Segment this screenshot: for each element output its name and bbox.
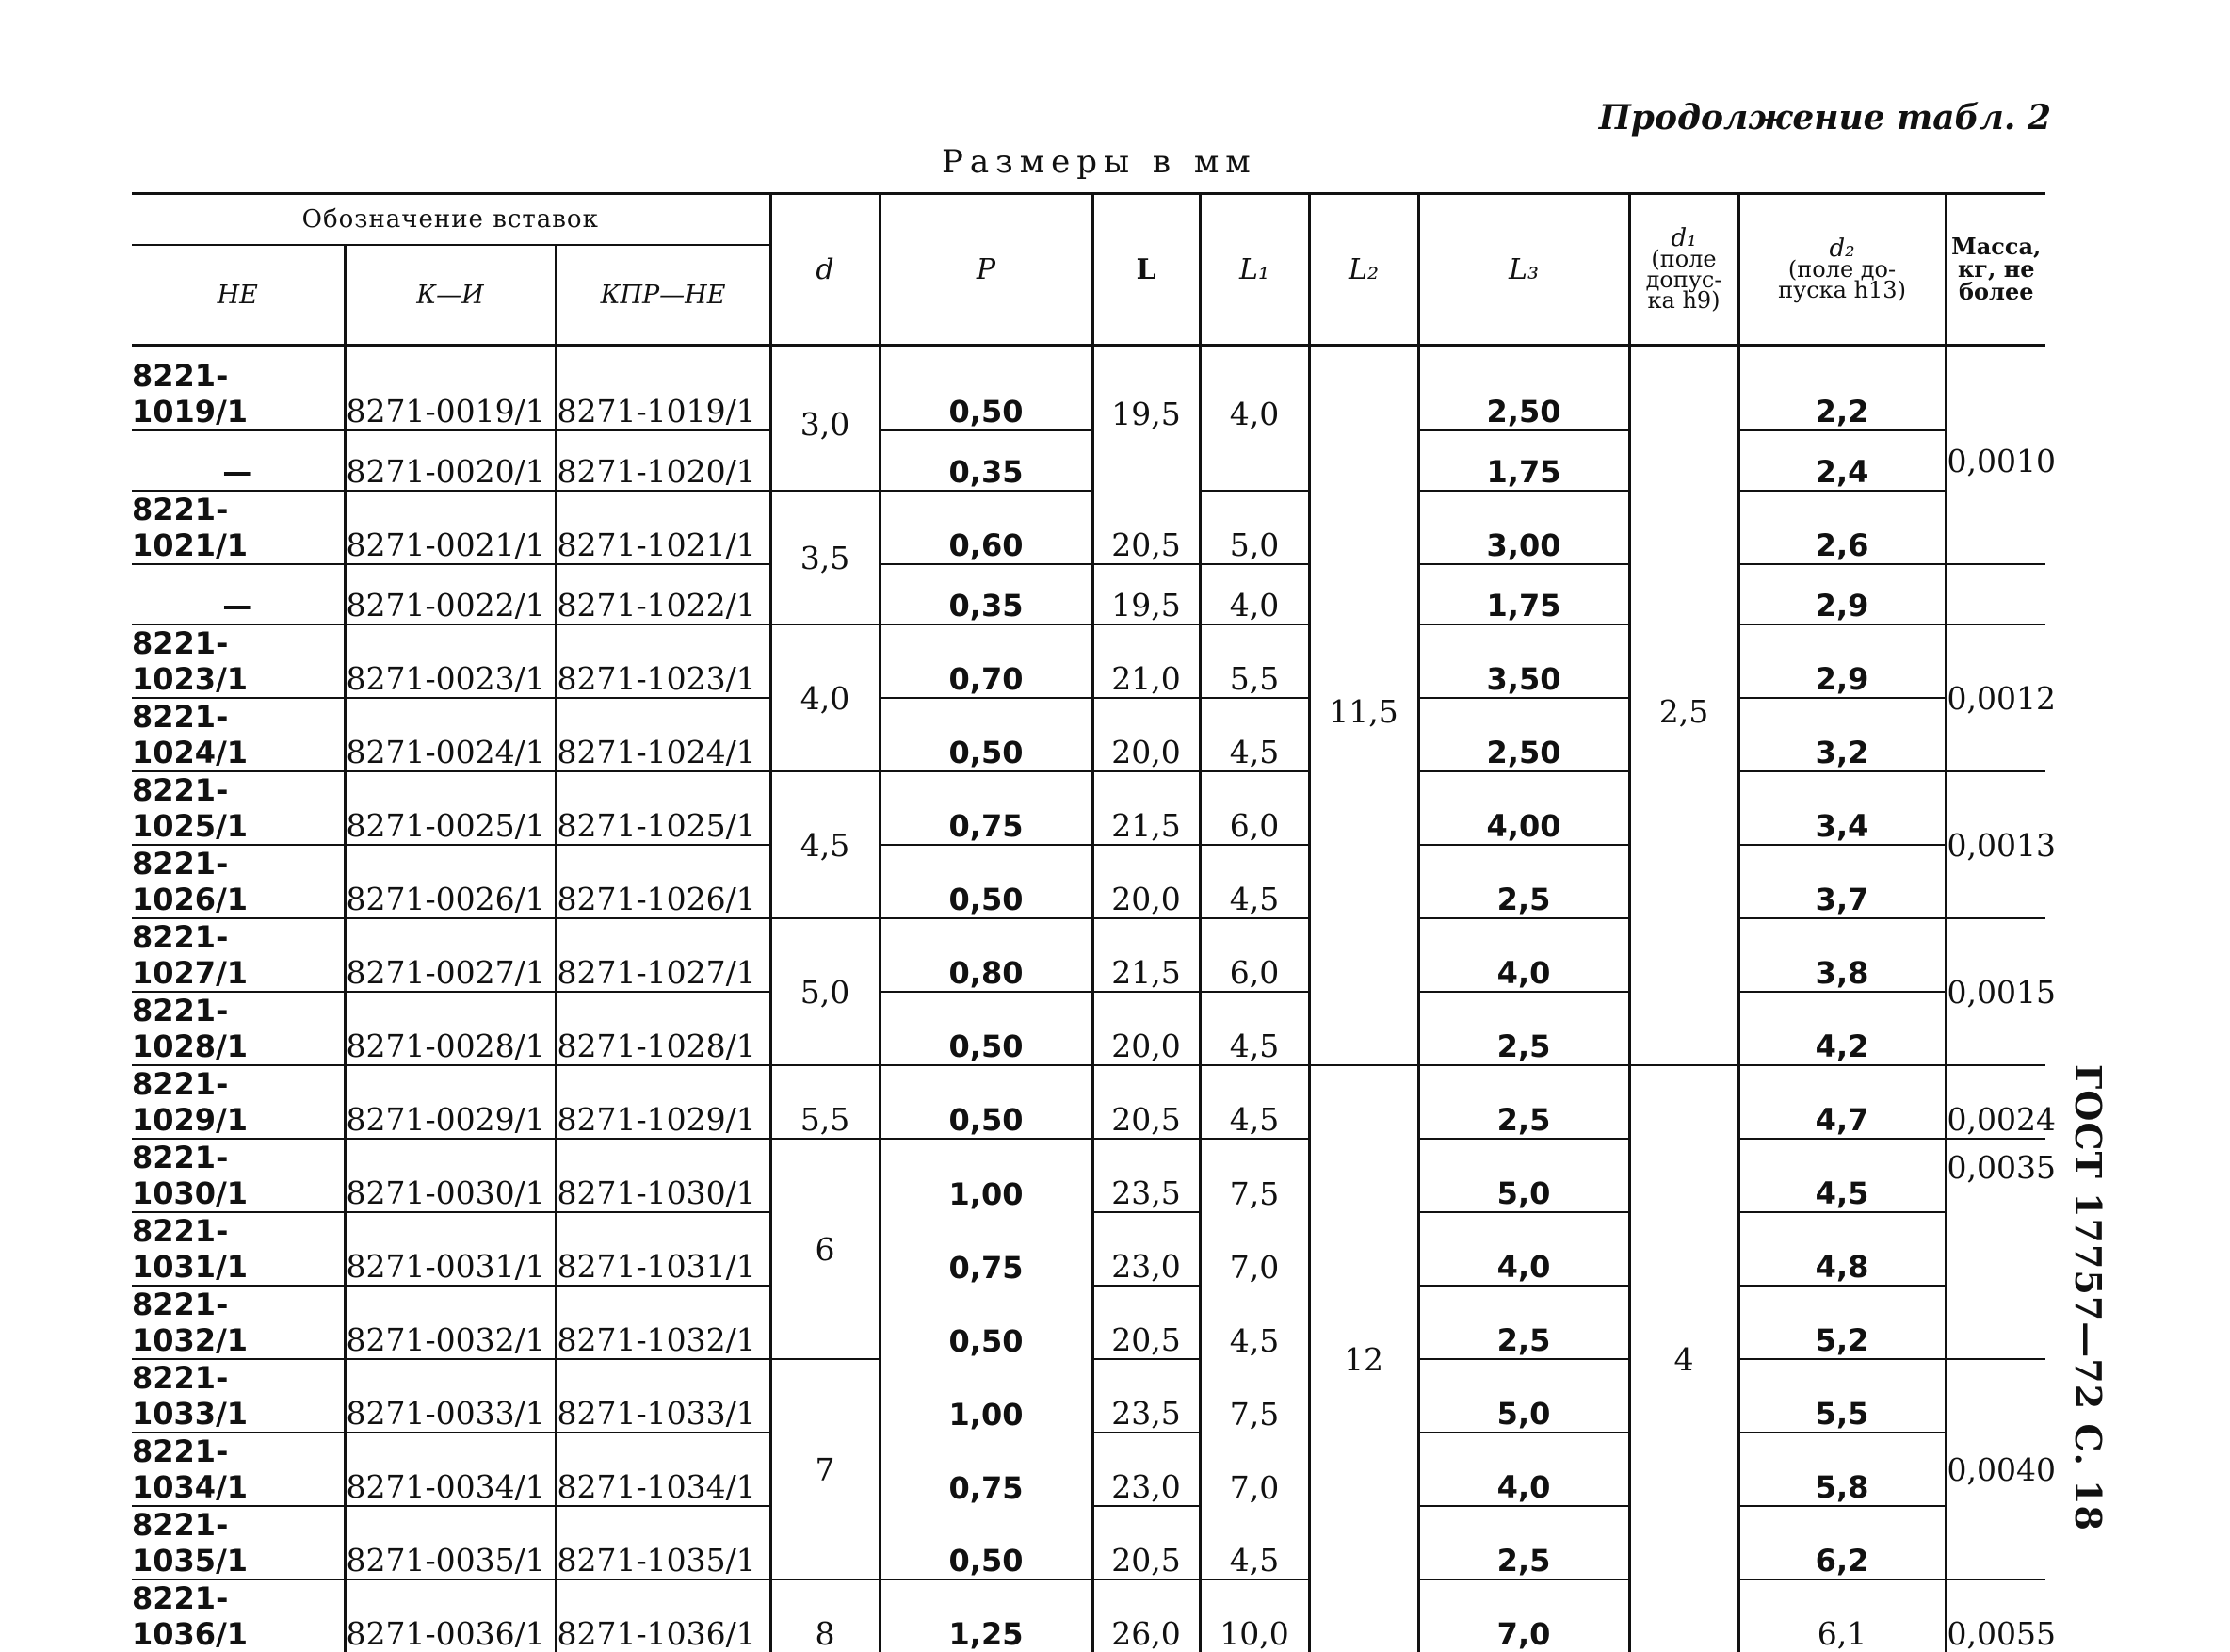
cell-p: 0,75 bbox=[880, 1433, 1092, 1506]
table-row bbox=[132, 771, 2045, 845]
cell-l1: 7,5 bbox=[1200, 1139, 1309, 1212]
table-row bbox=[132, 1579, 2045, 1652]
cell-d: 3,5 bbox=[770, 491, 880, 624]
cell-ki: 8271-0031/1 bbox=[345, 1212, 556, 1286]
cell-ki: 8271-0033/1 bbox=[345, 1359, 556, 1433]
col-p-header: P bbox=[880, 194, 1092, 346]
cell-l: 20,0 bbox=[1092, 845, 1200, 918]
cell-l1: 10,0 bbox=[1200, 1579, 1309, 1652]
table-row bbox=[132, 1433, 2045, 1506]
cell-ne: 8221-1033/1 bbox=[132, 1359, 345, 1433]
cell-kpr: 8271-1022/1 bbox=[556, 564, 770, 624]
cell-mass: 0,0055 bbox=[1946, 1579, 2045, 1652]
cell-l: 23,5 bbox=[1092, 1359, 1200, 1433]
document-code-label: ГОСТ 17757—72 С. 18 bbox=[2067, 1064, 2109, 1531]
cell-d2: 3,7 bbox=[1738, 845, 1946, 918]
cell-kpr: 8271-1024/1 bbox=[556, 698, 770, 771]
cell-d: 6 bbox=[770, 1139, 880, 1359]
cell-ki: 8271-0029/1 bbox=[345, 1065, 556, 1139]
cell-ne: 8221-1030/1 bbox=[132, 1139, 345, 1212]
cell-d2: 3,8 bbox=[1738, 918, 1946, 992]
cell-l1: 7,0 bbox=[1200, 1212, 1309, 1286]
cell-l3: 2,5 bbox=[1418, 845, 1629, 918]
cell-l3: 4,0 bbox=[1418, 918, 1629, 992]
cell-l1: 4,0 bbox=[1200, 358, 1309, 491]
cell-d2: 2,4 bbox=[1738, 430, 1946, 491]
col-d-header: d bbox=[770, 194, 880, 346]
cell-l3: 3,50 bbox=[1418, 624, 1629, 698]
cell-ne: 8221-1024/1 bbox=[132, 698, 345, 771]
cell-d2: 4,2 bbox=[1738, 992, 1946, 1065]
cell-ne: 8221-1019/1 bbox=[132, 358, 345, 430]
cell-ki: 8271-0030/1 bbox=[345, 1139, 556, 1212]
cell-ne: 8221-1031/1 bbox=[132, 1212, 345, 1286]
cell-kpr: 8271-1021/1 bbox=[556, 491, 770, 564]
cell-l3: 2,5 bbox=[1418, 992, 1629, 1065]
cell-l1: 4,5 bbox=[1200, 992, 1309, 1065]
cell-d2: 5,8 bbox=[1738, 1433, 1946, 1506]
cell-p: 0,50 bbox=[880, 845, 1092, 918]
cell-l2: 11,5 bbox=[1309, 358, 1418, 1065]
cell-kpr: 8271-1034/1 bbox=[556, 1433, 770, 1506]
cell-l1: 4,5 bbox=[1200, 1286, 1309, 1359]
cell-l: 26,0 bbox=[1092, 1579, 1200, 1652]
cell-ne: 8221-1029/1 bbox=[132, 1065, 345, 1139]
table-row bbox=[132, 918, 2045, 992]
sub-header-kpr: КПР—НЕ bbox=[556, 245, 770, 346]
cell-kpr: 8271-1029/1 bbox=[556, 1065, 770, 1139]
cell-mass: 0,0015 bbox=[1946, 918, 2045, 1065]
cell-p: 0,35 bbox=[880, 564, 1092, 624]
cell-l1: 4,5 bbox=[1200, 845, 1309, 918]
cell-kpr: 8271-1028/1 bbox=[556, 992, 770, 1065]
cell-ki: 8271-0022/1 bbox=[345, 564, 556, 624]
cell-p: 0,50 bbox=[880, 1065, 1092, 1139]
cell-l3: 4,0 bbox=[1418, 1212, 1629, 1286]
cell-ne: 8221-1026/1 bbox=[132, 845, 345, 918]
table-row bbox=[132, 1065, 2045, 1139]
cell-p: 0,70 bbox=[880, 624, 1092, 698]
cell-d: 5,5 bbox=[770, 1065, 880, 1139]
cell-l: 23,0 bbox=[1092, 1433, 1200, 1506]
cell-p: 0,50 bbox=[880, 1286, 1092, 1359]
cell-ki: 8271-0023/1 bbox=[345, 624, 556, 698]
dimensions-table bbox=[132, 192, 2056, 1652]
cell-ne: 8221-1028/1 bbox=[132, 992, 345, 1065]
cell-l: 20,5 bbox=[1092, 1506, 1200, 1579]
col-l3-header: L₃ bbox=[1418, 194, 1629, 346]
cell-ki: 8271-0028/1 bbox=[345, 992, 556, 1065]
cell-ki: 8271-0019/1 bbox=[345, 358, 556, 430]
cell-ki: 8271-0034/1 bbox=[345, 1433, 556, 1506]
cell-mass: 0,0012 bbox=[1946, 624, 2045, 771]
cell-l: 20,0 bbox=[1092, 698, 1200, 771]
cell-l: 19,5 bbox=[1092, 564, 1200, 624]
cell-kpr: 8271-1035/1 bbox=[556, 1506, 770, 1579]
cell-d1: 4 bbox=[1629, 1065, 1738, 1652]
cell-ne: 8221-1035/1 bbox=[132, 1506, 345, 1579]
cell-ne: 8221-1034/1 bbox=[132, 1433, 345, 1506]
cell-l1: 5,0 bbox=[1200, 491, 1309, 564]
cell-ki: 8271-0021/1 bbox=[345, 491, 556, 564]
cell-kpr: 8271-1019/1 bbox=[556, 358, 770, 430]
cell-ki: 8271-0025/1 bbox=[345, 771, 556, 845]
cell-ne: 8221-1025/1 bbox=[132, 771, 345, 845]
cell-l1: 4,5 bbox=[1200, 698, 1309, 771]
cell-d: 5,0 bbox=[770, 918, 880, 1065]
table-row bbox=[132, 491, 2045, 564]
cell-l3: 4,00 bbox=[1418, 771, 1629, 845]
table-row bbox=[132, 1359, 2045, 1433]
cell-d2: 2,9 bbox=[1738, 564, 1946, 624]
cell-l1: 6,0 bbox=[1200, 918, 1309, 992]
col-d1-note: (поле допус-ка h9) bbox=[1645, 246, 1722, 314]
cell-d: 7 bbox=[770, 1359, 880, 1579]
cell-kpr: 8271-1031/1 bbox=[556, 1212, 770, 1286]
table-row bbox=[132, 624, 2045, 698]
cell-ne: — bbox=[132, 430, 345, 491]
cell-l3: 5,0 bbox=[1418, 1359, 1629, 1433]
cell-d2: 6,2 bbox=[1738, 1506, 1946, 1579]
continuation-caption: Продолжение табл. 2 bbox=[1598, 98, 2051, 138]
cell-d1: 2,5 bbox=[1629, 358, 1738, 1065]
cell-kpr: 8271-1020/1 bbox=[556, 430, 770, 491]
col-d2-symbol: d₂ bbox=[1829, 235, 1855, 263]
cell-ki: 8271-0036/1 bbox=[345, 1579, 556, 1652]
col-d1-symbol: d₁ bbox=[1671, 224, 1697, 252]
table-row bbox=[132, 992, 2045, 1065]
cell-l3: 1,75 bbox=[1418, 564, 1629, 624]
cell-d2: 4,7 bbox=[1738, 1065, 1946, 1139]
col-mass-header bbox=[1946, 194, 2045, 346]
cell-kpr: 8271-1027/1 bbox=[556, 918, 770, 992]
cell-d2: 2,9 bbox=[1738, 624, 1946, 698]
cell-l: 20,0 bbox=[1092, 992, 1200, 1065]
cell-mass: 0,0010 bbox=[1946, 358, 2045, 564]
cell-p: 0,80 bbox=[880, 918, 1092, 992]
cell-ne: 8221-1021/1 bbox=[132, 491, 345, 564]
col-l-header: L bbox=[1092, 194, 1200, 346]
cell-p: 0,50 bbox=[880, 1506, 1092, 1579]
col-d1-header bbox=[1629, 194, 1738, 346]
col-d2-note: (поле до-пуска h13) bbox=[1778, 256, 1906, 303]
cell-l3: 5,0 bbox=[1418, 1139, 1629, 1212]
cell-l3: 4,0 bbox=[1418, 1433, 1629, 1506]
cell-l: 23,0 bbox=[1092, 1212, 1200, 1286]
table-row bbox=[132, 845, 2045, 918]
cell-d2: 3,2 bbox=[1738, 698, 1946, 771]
col-l1-header: L₁ bbox=[1200, 194, 1309, 346]
cell-mass: 0,0040 bbox=[1946, 1359, 2045, 1579]
cell-kpr: 8271-1023/1 bbox=[556, 624, 770, 698]
cell-l: 19,5 bbox=[1092, 358, 1200, 491]
cell-l3: 2,50 bbox=[1418, 698, 1629, 771]
cell-kpr: 8271-1026/1 bbox=[556, 845, 770, 918]
cell-ki: 8271-0026/1 bbox=[345, 845, 556, 918]
cell-kpr: 8271-1025/1 bbox=[556, 771, 770, 845]
cell-l3: 2,5 bbox=[1418, 1286, 1629, 1359]
table-row bbox=[132, 1212, 2045, 1286]
cell-l: 21,5 bbox=[1092, 771, 1200, 845]
units-caption: Размеры в мм bbox=[942, 143, 1257, 181]
cell-l3: 2,5 bbox=[1418, 1506, 1629, 1579]
cell-l3: 2,50 bbox=[1418, 358, 1629, 430]
col-mass-label: Масса, кг, не более bbox=[1951, 233, 2042, 305]
cell-l1: 5,5 bbox=[1200, 624, 1309, 698]
table-row bbox=[132, 564, 2045, 624]
col-d2-header bbox=[1738, 194, 1946, 346]
cell-p: 1,00 bbox=[880, 1359, 1092, 1433]
cell-mass: 0,0035 bbox=[1946, 1139, 2045, 1286]
cell-d: 8 bbox=[770, 1579, 880, 1652]
cell-kpr: 8271-1030/1 bbox=[556, 1139, 770, 1212]
cell-d: 3,0 bbox=[770, 358, 880, 491]
cell-ne: 8221-1032/1 bbox=[132, 1286, 345, 1359]
table-row bbox=[132, 1286, 2045, 1359]
cell-d2: 4,8 bbox=[1738, 1212, 1946, 1286]
cell-d2: 5,5 bbox=[1738, 1359, 1946, 1433]
cell-d: 4,5 bbox=[770, 771, 880, 918]
col-l2-header: L₂ bbox=[1309, 194, 1418, 346]
cell-mass: 0,0024 bbox=[1946, 1065, 2045, 1139]
cell-ne: — bbox=[132, 564, 345, 624]
cell-ne: 8221-1027/1 bbox=[132, 918, 345, 992]
cell-mass-empty bbox=[1946, 564, 2045, 624]
cell-p: 1,00 bbox=[880, 1139, 1092, 1212]
cell-l: 21,5 bbox=[1092, 918, 1200, 992]
table-row bbox=[132, 358, 2045, 430]
designation-group-header: Обозначение вставок bbox=[132, 194, 770, 246]
cell-ne: 8221-1023/1 bbox=[132, 624, 345, 698]
cell-kpr: 8271-1036/1 bbox=[556, 1579, 770, 1652]
cell-d2: 6,1 bbox=[1738, 1579, 1946, 1652]
cell-p: 0,75 bbox=[880, 771, 1092, 845]
cell-d2: 3,4 bbox=[1738, 771, 1946, 845]
cell-l: 20,5 bbox=[1092, 491, 1200, 564]
cell-l1: 4,0 bbox=[1200, 564, 1309, 624]
cell-p: 0,50 bbox=[880, 698, 1092, 771]
cell-l: 21,0 bbox=[1092, 624, 1200, 698]
cell-p: 0,60 bbox=[880, 491, 1092, 564]
cell-p: 0,75 bbox=[880, 1212, 1092, 1286]
cell-l: 20,5 bbox=[1092, 1065, 1200, 1139]
cell-d2: 2,6 bbox=[1738, 491, 1946, 564]
cell-ki: 8271-0035/1 bbox=[345, 1506, 556, 1579]
cell-l1: 6,0 bbox=[1200, 771, 1309, 845]
cell-kpr: 8271-1033/1 bbox=[556, 1359, 770, 1433]
cell-mass-empty bbox=[1946, 1286, 2045, 1359]
cell-ki: 8271-0032/1 bbox=[345, 1286, 556, 1359]
cell-l3: 3,00 bbox=[1418, 491, 1629, 564]
cell-kpr: 8271-1032/1 bbox=[556, 1286, 770, 1359]
cell-ki: 8271-0020/1 bbox=[345, 430, 556, 491]
table-row bbox=[132, 698, 2045, 771]
cell-p: 1,25 bbox=[880, 1579, 1092, 1652]
cell-l1: 7,5 bbox=[1200, 1359, 1309, 1433]
cell-p: 0,50 bbox=[880, 358, 1092, 430]
cell-ki: 8271-0027/1 bbox=[345, 918, 556, 992]
cell-ki: 8271-0024/1 bbox=[345, 698, 556, 771]
cell-l2: 12 bbox=[1309, 1065, 1418, 1652]
sub-header-ne: НЕ bbox=[132, 245, 345, 346]
cell-l1: 4,5 bbox=[1200, 1065, 1309, 1139]
cell-l3: 2,5 bbox=[1418, 1065, 1629, 1139]
cell-l3: 1,75 bbox=[1418, 430, 1629, 491]
sub-header-ki: К—И bbox=[345, 245, 556, 346]
table-row bbox=[132, 430, 2045, 491]
cell-ne: 8221-1036/1 bbox=[132, 1580, 249, 1652]
cell-l: 20,5 bbox=[1092, 1286, 1200, 1359]
cell-l: 23,5 bbox=[1092, 1139, 1200, 1212]
cell-d2: 4,5 bbox=[1738, 1139, 1946, 1212]
cell-p: 0,50 bbox=[880, 992, 1092, 1065]
cell-p: 0,35 bbox=[880, 430, 1092, 491]
cell-l1: 7,0 bbox=[1200, 1433, 1309, 1506]
cell-d2: 5,2 bbox=[1738, 1286, 1946, 1359]
table-row bbox=[132, 1506, 2045, 1579]
cell-l3: 7,0 bbox=[1418, 1579, 1629, 1652]
cell-l1: 4,5 bbox=[1200, 1506, 1309, 1579]
cell-d2: 2,2 bbox=[1738, 358, 1946, 430]
table-row bbox=[132, 1139, 2045, 1212]
cell-d: 4,0 bbox=[770, 624, 880, 771]
cell-mass: 0,0013 bbox=[1946, 771, 2045, 918]
